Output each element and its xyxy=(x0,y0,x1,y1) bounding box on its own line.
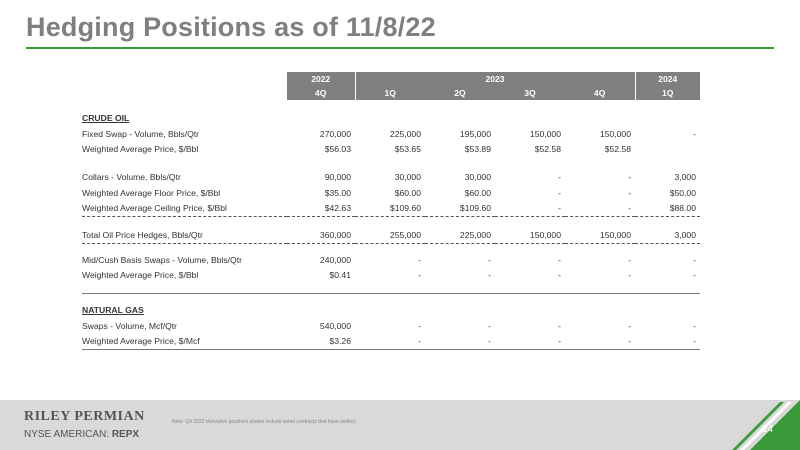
table-row xyxy=(82,200,700,216)
table-cell: $42.63 xyxy=(324,203,351,214)
table-cell: - xyxy=(488,270,491,281)
table-cell: - xyxy=(558,203,561,214)
table-cell: - xyxy=(693,128,696,139)
year-header-2024: 2024 xyxy=(635,72,700,86)
table-cell: $50.00 xyxy=(669,187,696,198)
table-row xyxy=(82,334,700,350)
solid-divider xyxy=(82,283,700,294)
table-cell: - xyxy=(628,270,631,281)
row-label: Swaps - Volume, Mcf/Qtr xyxy=(82,320,178,331)
row-label: Weighted Average Price, $/Bbl xyxy=(82,144,199,155)
section-row xyxy=(82,302,700,318)
quarter-header: 1Q xyxy=(355,86,425,100)
table-cell: - xyxy=(355,334,425,350)
table-cell: $56.03 xyxy=(324,144,351,155)
quarter-header: 4Q xyxy=(565,86,635,100)
table-cell: $3.26 xyxy=(287,334,355,350)
exchange-prefix: NYSE AMERICAN: xyxy=(24,429,112,440)
table-cell: - xyxy=(495,334,565,350)
row-label: Weighted Average Price, $/Bbl xyxy=(82,270,199,281)
table-cell: 150,000 xyxy=(599,128,631,139)
section-title-crude-oil: CRUDE OIL xyxy=(82,112,130,123)
table-cell: - xyxy=(628,254,631,265)
row-label: Weighted Average Price, $/Mcf xyxy=(82,334,287,350)
table-row xyxy=(82,141,700,157)
table-cell: $52.58 xyxy=(534,144,561,155)
table-cell: - xyxy=(628,203,631,214)
table-cell: 90,000 xyxy=(324,171,351,182)
table-row xyxy=(82,126,700,142)
row-label: Weighted Average Floor Price, $/Bbl xyxy=(82,187,221,198)
quarter-header: 4Q xyxy=(287,86,355,100)
table-cell: $35.00 xyxy=(324,187,351,198)
section-title-natural-gas: NATURAL GAS xyxy=(82,305,144,316)
table-cell: 3,000 xyxy=(674,229,696,240)
year-header-row xyxy=(82,72,700,86)
table-cell xyxy=(635,141,700,157)
table-cell: - xyxy=(558,254,561,265)
page-number: 14 xyxy=(762,424,774,435)
table-cell: $53.89 xyxy=(464,144,491,155)
quarter-header: 1Q xyxy=(635,86,700,100)
table-cell: - xyxy=(693,270,696,281)
table-cell: - xyxy=(693,254,696,265)
table-cell: - xyxy=(628,187,631,198)
row-label: Fixed Swap - Volume, Bbls/Qtr xyxy=(82,128,200,139)
footnote: Note: Q4 2022 derivative positions shown include some contracts that have settled. xyxy=(172,419,357,425)
year-header-2023: 2023 xyxy=(355,72,635,86)
dotted-divider xyxy=(82,243,700,252)
table-cell: 3,000 xyxy=(674,171,696,182)
table-cell: - xyxy=(488,320,491,331)
table-cell: - xyxy=(418,320,421,331)
table-row xyxy=(82,169,700,185)
row-label: Weighted Average Ceiling Price, $/Bbl xyxy=(82,203,227,214)
ticker-label xyxy=(24,429,139,440)
table-cell: $60.00 xyxy=(464,187,491,198)
hedging-table xyxy=(82,72,700,350)
table-cell: - xyxy=(558,187,561,198)
table-cell: 195,000 xyxy=(459,128,491,139)
table-cell: 30,000 xyxy=(394,171,421,182)
table-cell: - xyxy=(628,171,631,182)
table-cell: - xyxy=(418,270,421,281)
table-row xyxy=(82,185,700,201)
table-cell: 255,000 xyxy=(389,229,421,240)
table-cell: 270,000 xyxy=(319,128,351,139)
table-cell: 150,000 xyxy=(529,128,561,139)
table-cell: - xyxy=(425,334,495,350)
table-cell: $88.00 xyxy=(669,203,696,214)
table-cell: 360,000 xyxy=(319,229,351,240)
table-cell: 150,000 xyxy=(529,229,561,240)
table-cell: 150,000 xyxy=(599,229,631,240)
total-row xyxy=(82,227,700,243)
year-header-2022: 2022 xyxy=(287,72,355,86)
table-cell: - xyxy=(418,254,421,265)
table-cell: - xyxy=(565,334,635,350)
dotted-divider xyxy=(82,217,700,228)
table-cell: $53.65 xyxy=(394,144,421,155)
table-cell: 225,000 xyxy=(459,229,491,240)
row-label: Collars - Volume, Bbls/Qtr xyxy=(82,171,181,182)
table-cell: - xyxy=(628,320,631,331)
footer-bar xyxy=(0,400,800,450)
table-cell: 30,000 xyxy=(464,171,491,182)
table-row xyxy=(82,268,700,284)
row-label: Total Oil Price Hedges, Bbls/Qtr xyxy=(82,229,203,240)
title-underline xyxy=(26,47,774,49)
ticker-symbol: REPX xyxy=(111,429,140,440)
company-logo: RILEY PERMIAN xyxy=(24,409,145,424)
table-cell: - xyxy=(635,334,700,350)
table-cell: $52.58 xyxy=(604,144,631,155)
section-row xyxy=(82,110,700,126)
table-cell: 225,000 xyxy=(389,128,421,139)
table-cell: 240,000 xyxy=(319,254,351,265)
table-cell: - xyxy=(558,320,561,331)
table-row xyxy=(82,318,700,334)
table-cell: - xyxy=(558,270,561,281)
table-cell: $0.41 xyxy=(329,270,351,281)
table-cell: $109.60 xyxy=(459,203,491,214)
table-cell: $109.60 xyxy=(389,203,421,214)
quarter-header: 3Q xyxy=(495,86,565,100)
table-cell: - xyxy=(693,320,696,331)
table-cell: - xyxy=(488,254,491,265)
quarter-header: 2Q xyxy=(425,86,495,100)
table-cell: $60.00 xyxy=(394,187,421,198)
table-row xyxy=(82,252,700,268)
table-cell: 540,000 xyxy=(319,320,351,331)
row-label: Mid/Cush Basis Swaps - Volume, Bbls/Qtr xyxy=(82,254,242,265)
table-cell: - xyxy=(558,171,561,182)
page-title: Hedging Positions as of 11/8/22 xyxy=(26,12,436,42)
quarter-header-row xyxy=(82,86,700,100)
corner-accent-icon xyxy=(722,400,800,450)
